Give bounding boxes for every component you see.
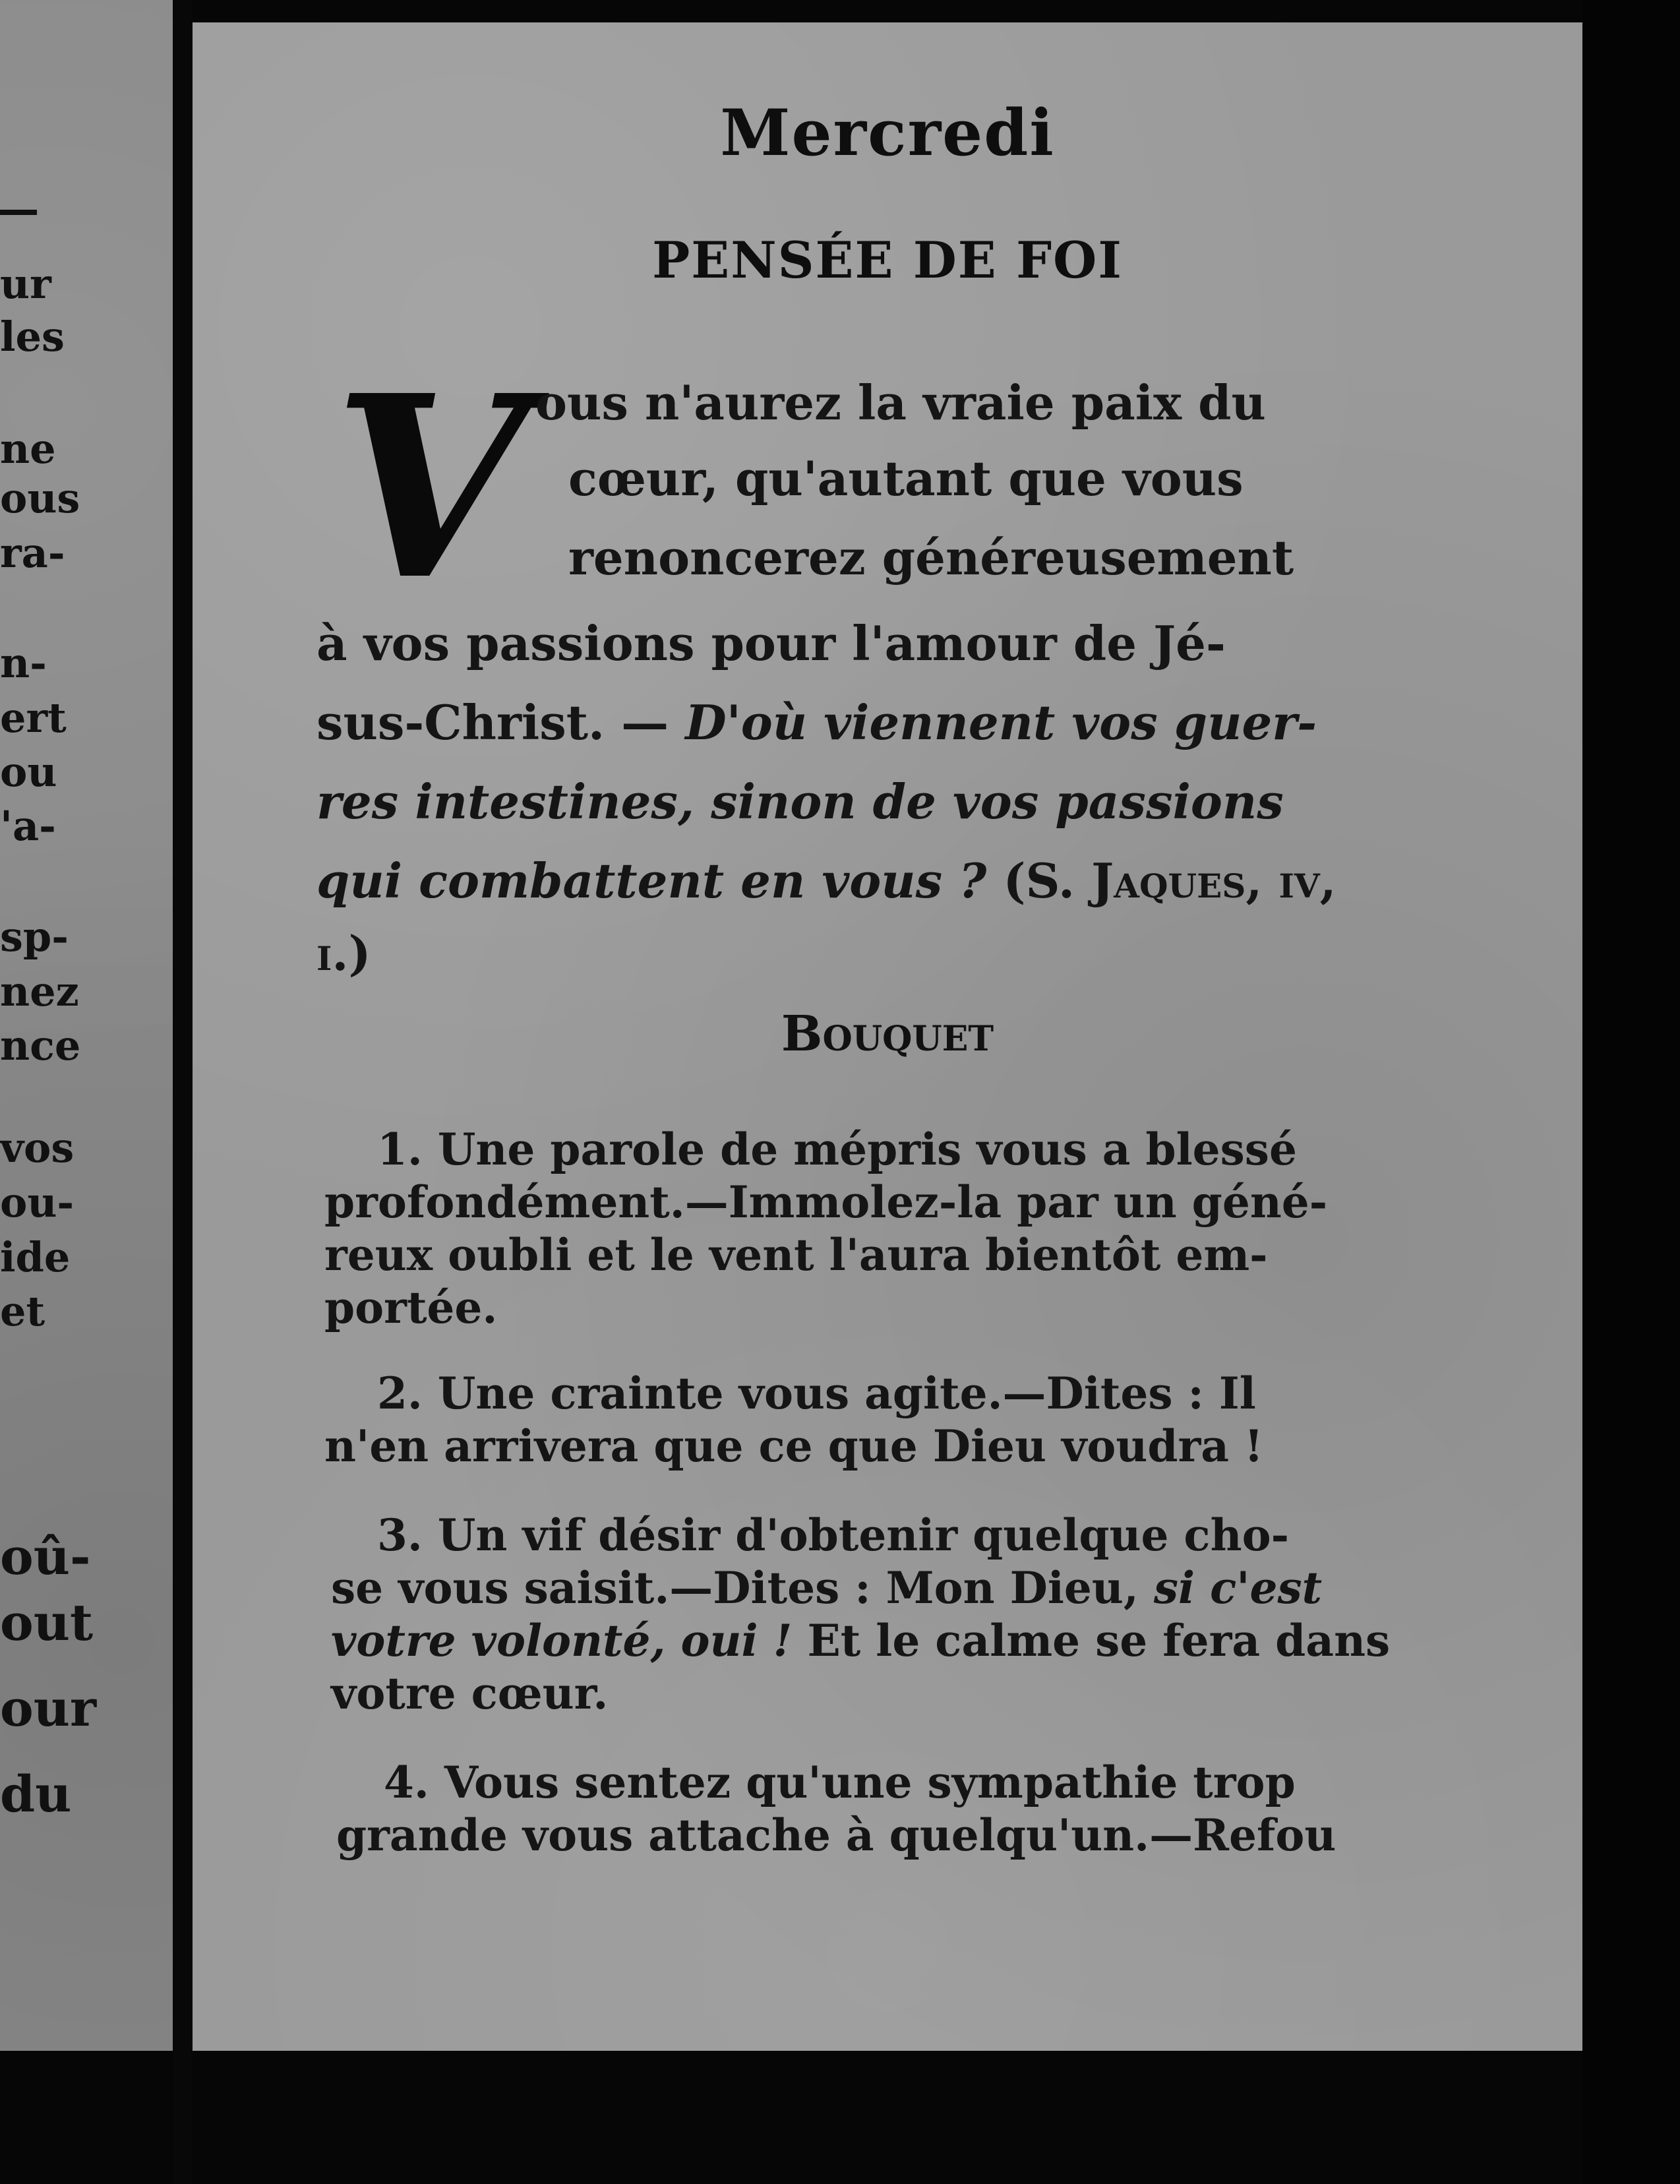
left-fragment: ous bbox=[0, 474, 80, 522]
bouquet-line: 1. Une parole de mépris vous a blessé bbox=[377, 1124, 1297, 1175]
pensee-line: cœur, qu'autant que vous bbox=[568, 450, 1244, 506]
pensee-line: à vos passions pour l'amour de Jé- bbox=[316, 615, 1226, 671]
bouquet-heading: Bouquet bbox=[781, 1006, 994, 1062]
left-fragment: ide bbox=[0, 1233, 71, 1281]
bouquet-line: n'en arrivera que ce que Dieu voudra ! bbox=[324, 1420, 1263, 1472]
left-fragment: n- bbox=[0, 639, 47, 687]
bouquet-line: grande vous attache à quelqu'un.—Refou bbox=[336, 1809, 1336, 1861]
bouquet-line: Et le calme se fera dans bbox=[807, 1615, 1391, 1666]
left-fragment: ur bbox=[0, 260, 51, 308]
left-fragment: du bbox=[0, 1765, 72, 1823]
left-fragment: oû- bbox=[0, 1527, 91, 1586]
left-fragment: our bbox=[0, 1679, 96, 1738]
left-fragment: et bbox=[0, 1287, 45, 1335]
scan-border-bottom bbox=[193, 2051, 1582, 2184]
scan-border-right bbox=[1582, 0, 1680, 2184]
left-fragment: ne bbox=[0, 425, 56, 473]
left-fragment: 'a- bbox=[0, 802, 56, 850]
left-fragment: ert bbox=[0, 694, 67, 742]
pensee-citation: (S. Jaques, iv, bbox=[1003, 853, 1336, 909]
bouquet-line: 2. Une crainte vous agite.—Dites : Il bbox=[377, 1368, 1256, 1419]
left-fragment: les bbox=[0, 313, 65, 361]
bouquet-line: portée. bbox=[324, 1282, 498, 1333]
bouquet-line: 3. Un vif désir d'obtenir quelque cho- bbox=[377, 1509, 1290, 1561]
left-fragment: nez bbox=[0, 967, 79, 1016]
drop-cap: V bbox=[333, 340, 528, 635]
left-fragment: nce bbox=[0, 1021, 81, 1070]
left-fragment: vos bbox=[0, 1124, 75, 1172]
left-page-edge bbox=[0, 0, 173, 2051]
bouquet-italic: si c'est bbox=[1153, 1562, 1323, 1614]
pensee-line: renoncerez généreusement bbox=[568, 530, 1294, 586]
pensee-quote: res intestines, sinon de vos passions bbox=[316, 774, 1284, 830]
pensee-citation: i.) bbox=[316, 925, 371, 981]
bouquet-line: 4. Vous sentez qu'une sympathie trop bbox=[384, 1757, 1296, 1808]
left-page-dash bbox=[0, 210, 37, 215]
bouquet-line: votre cœur. bbox=[331, 1668, 609, 1719]
bouquet-line: reux oubli et le vent l'aura bientôt em- bbox=[324, 1229, 1268, 1281]
left-fragment: sp- bbox=[0, 913, 69, 961]
book-gutter bbox=[173, 0, 193, 2184]
left-fragment: ra- bbox=[0, 529, 65, 577]
day-title: Mercredi bbox=[720, 96, 1055, 170]
section-title: PENSÉE DE FOI bbox=[652, 231, 1123, 289]
bouquet-italic: votre volonté, oui ! bbox=[331, 1615, 793, 1666]
pensee-line: ous n'aurez la vraie paix du bbox=[535, 375, 1266, 431]
left-fragment: ou bbox=[0, 748, 57, 796]
left-fragment: ou- bbox=[0, 1178, 75, 1227]
bouquet-line: profondément.—Immolez-la par un géné- bbox=[324, 1176, 1328, 1228]
bouquet-line: se vous saisit.—Dites : Mon Dieu, bbox=[331, 1562, 1139, 1614]
pensee-line: sus-Christ. — bbox=[316, 694, 669, 750]
pensee-quote: qui combattent en vous ? bbox=[316, 853, 987, 909]
pensee-quote: D'où viennent vos guer- bbox=[685, 694, 1317, 750]
left-fragment: out bbox=[0, 1593, 94, 1652]
